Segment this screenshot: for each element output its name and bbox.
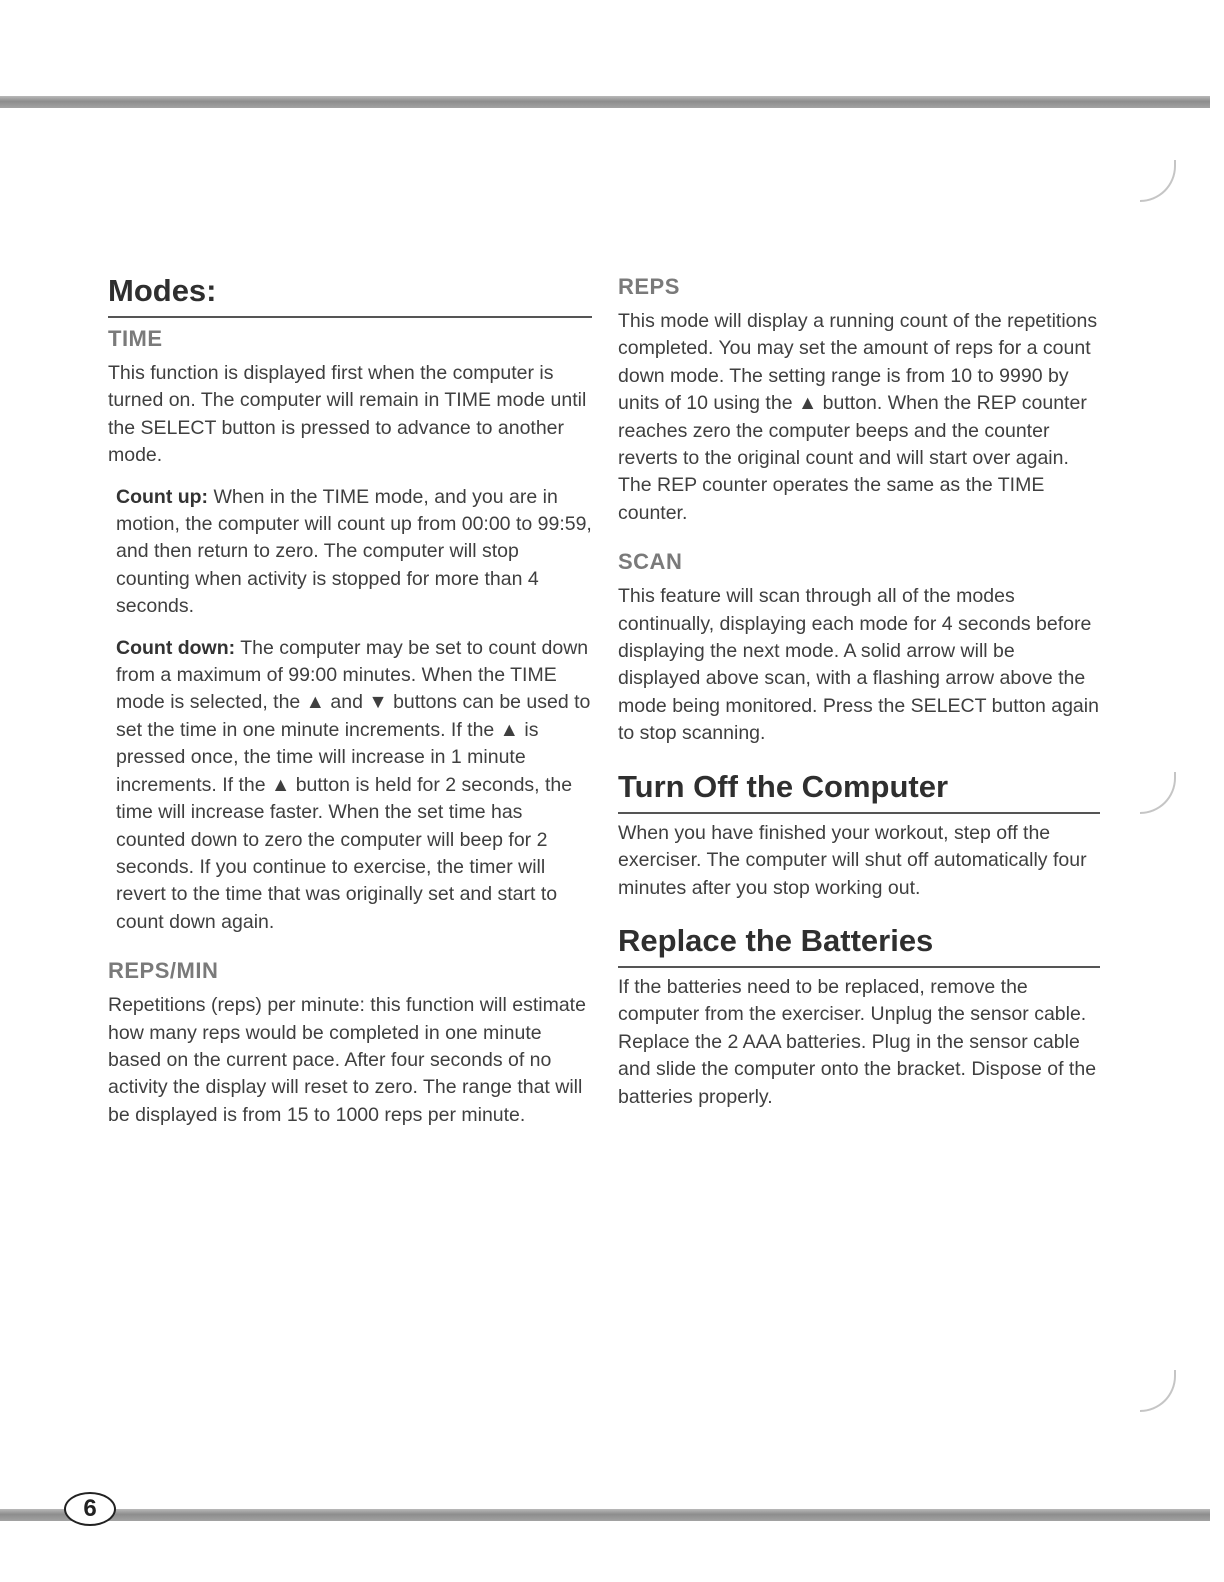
turn-off-text: When you have finished your workout, step off the exerciser. The computer will shut off automatically four minutes after you stop working out.: [618, 821, 1087, 899]
top-rule-band: [0, 96, 1210, 108]
modes-title: Modes:: [108, 273, 217, 308]
time-intro: This function is displayed first when the computer is turned on. The computer will remain in TIME mode until the SELECT button is pressed to advance to another mode.: [108, 362, 587, 467]
bottom-rule-band: [0, 1509, 1210, 1521]
turn-off-title: Turn Off the Computer: [618, 768, 949, 804]
binder-hole-mark: [1140, 160, 1176, 202]
reps-min-text: Repetitions (reps) per minute: this function will estimate how many reps would be completed in one minute based on the current pace. After four seconds of no activity the display will reset to zero. The range that will be displayed is from 15 to 1000 reps per minute.: [108, 994, 586, 1126]
reps-heading: REPS: [618, 274, 680, 299]
time-heading: TIME: [108, 326, 163, 351]
count-up-text: When in the TIME mode, and you are in motion, the computer will count up from 00:00 to 99:59, and then return to zero. The computer will stop counting when activity is stopped for more than 4 seconds.: [116, 485, 592, 618]
reps-text: This mode will display a running count of the repetitions completed. You may set the amount of reps for a count down mode. The setting range is from 10 to 9990 by units of 10 using the ▲ button. When the REP counter reaches zero the computer beeps and the counter reverts to the original count and will start over again. The REP counter operates the same as the TIME counter.: [618, 310, 1098, 524]
scan-heading: SCAN: [618, 549, 683, 575]
count-down-paragraph: [108, 635, 592, 936]
left-column: [108, 272, 592, 1129]
binder-hole-mark: [1140, 1370, 1176, 1412]
reps-min-heading: REPS/MIN: [108, 958, 219, 984]
page-number: 6: [64, 1492, 116, 1526]
count-up-paragraph: [108, 484, 592, 621]
count-down-text: The computer may be set to count down from a maximum of 99:00 minutes. When the TIME mode is selected, the ▲ and ▼ buttons can be used to set the time in one minute increments. If the ▲ is pressed once, the time will increase in 1 minute increments. If the ▲ button is held for 2 seconds, the time will increase faster. When the set time has counted down to zero the computer will beep for 2 seconds. If you continue to exercise, the timer will revert to the time that was originally set and start to count down again.: [116, 636, 591, 933]
binder-hole-mark: [1140, 772, 1176, 814]
batteries-text: If the batteries need to be replaced, remove the computer from the exerciser. Unplug the sensor cable. Replace the 2 AAA batteries. Plug in the sensor cable and slide the computer onto the bracket. Dispose of the batteries properly.: [618, 975, 1097, 1108]
scan-text: This feature will scan through all of the modes continually, displaying each mode for 4 seconds before displaying the next mode. A solid arrow will be displayed above scan, with a flashing arrow above the mode being monitored. Press the SELECT button again to stop scanning.: [618, 585, 1099, 745]
count-down-label: Count down:: [116, 636, 236, 659]
right-column: [618, 272, 1100, 1111]
batteries-title: Replace the Batteries: [618, 922, 934, 958]
count-up-label: Count up:: [116, 485, 209, 508]
